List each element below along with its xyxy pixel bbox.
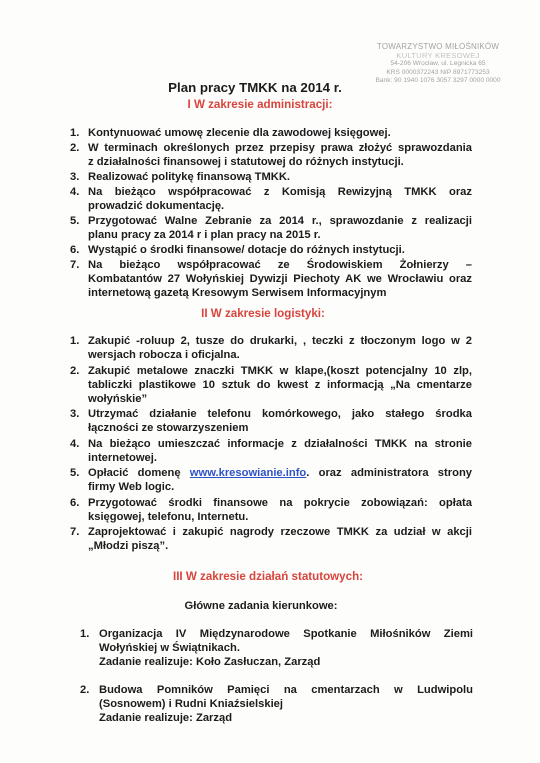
section-heading-logistics: II W zakresie logistyki:	[201, 307, 325, 320]
list-item	[70, 364, 472, 406]
text-segment: . oraz administratora strony	[306, 467, 472, 479]
item-line: Przygotować środki finansowe na pokrycie zobowiązań: opłata	[88, 496, 472, 509]
item-number: 2.	[70, 142, 80, 154]
item-text	[88, 334, 472, 362]
stamp-line: TOWARZYSTWO MIŁOŚNIKÓW	[376, 42, 500, 51]
organization-stamp	[372, 42, 504, 86]
item-line: Zakupić -roluup 2, tusze do drukarki, , teczki z tłoczonym logo w 2	[88, 335, 472, 347]
item-number: 4.	[70, 186, 80, 198]
item-line: Zakupić metalowe znaczki TMKK w klape,(koszt potencjalny 10 zlp,	[88, 364, 472, 377]
item-line: internetowej.	[88, 451, 157, 464]
item-responsible: Zadanie realizuje: Zarząd	[99, 712, 233, 724]
item-line: Budowa Pomników Pamięci na cmentarzach w Ludwipolu	[99, 684, 473, 696]
item-text	[88, 466, 472, 494]
item-line: Kontynuować umowę zlecenie dla zawodowej księgowej.	[88, 127, 391, 139]
stamp-line: Bank: 90 1940 1076 3057 3297 0000 0000	[375, 77, 501, 84]
item-text	[88, 258, 472, 300]
list-item	[70, 525, 472, 553]
item-line: Na bieżąco współpracować z Komisją Rewizyjną TMKK oraz	[88, 186, 472, 198]
item-line: Wołyńskiej w Świątnikach.	[99, 642, 240, 654]
item-line: księgowej, telefonu, Internetu.	[88, 510, 249, 523]
item-line: planu pracy za 2014 r i plan pracy na 2015 r.	[88, 229, 321, 241]
website-link[interactable]: www.kresowianie.info	[189, 467, 307, 479]
item-number: 7.	[70, 526, 80, 538]
item-line: Kombatantów 27 Wołyńskiej Dywizji Piechoty AK we Wrocławiu oraz	[88, 273, 472, 285]
stamp-line: KRS 0000372243 NIP 8971773253	[386, 68, 490, 76]
item-line: Zaprojektować i zakupić nagrody rzeczowe TMKK za udział w akcji	[88, 526, 472, 538]
item-line: tabliczki plastikowe 10 sztuk do kwest z informacją „Na cmentarze	[88, 378, 472, 391]
item-number: 7.	[70, 259, 80, 271]
item-number: 5.	[70, 215, 80, 227]
item-line: W terminach określonych przez przepisy prawa złożyć sprawozdania	[88, 142, 472, 154]
item-line: wołyńskie”	[88, 392, 148, 405]
section-heading-statutory: III W zakresie działań statutowych:	[172, 570, 364, 583]
item-text	[88, 407, 472, 435]
item-line: (Sosnowem) i Rudni Kniaźsielskiej	[99, 698, 284, 710]
item-text	[88, 364, 472, 406]
item-text	[88, 214, 472, 242]
list-item	[70, 496, 472, 524]
item-text	[99, 683, 473, 725]
stamp-line: 54-206 Wrocław, ul. Legnicka 65	[390, 60, 486, 67]
item-line: Przygotować Walne Zebranie za 2014 r., sprawozdanie z realizacji	[88, 215, 472, 227]
section-list-administration	[70, 126, 472, 300]
item-line: „Młodzi piszą”.	[88, 540, 169, 552]
section-list-statutory	[80, 627, 473, 725]
item-line: łączności ze stowarzyszeniem	[88, 422, 249, 434]
item-number: 1.	[70, 127, 80, 139]
item-text	[88, 126, 472, 140]
section-heading-administration: I W zakresie administracji:	[187, 98, 333, 111]
list-item	[70, 170, 472, 184]
item-line: Na bieżąco współpracować ze Środowiskiem Żołnierzy –	[88, 259, 472, 271]
item-text	[88, 243, 472, 257]
item-text	[99, 627, 473, 669]
page-title: Plan pracy TMKK na 2014 r.	[168, 80, 342, 95]
item-line: Realizować politykę finansową TMKK.	[88, 171, 291, 183]
item-line: prowadzić dokumentację.	[88, 200, 225, 212]
item-line: Na bieżąco umieszczać informacje z działalności TMKK na stronie	[88, 437, 472, 450]
item-line: z działalności finansowej i statutowej do różnych instytucji.	[88, 156, 404, 168]
list-item	[80, 627, 473, 669]
list-item	[70, 185, 472, 213]
text-segment: Opłacić domenę	[88, 467, 190, 479]
list-item	[70, 407, 472, 435]
item-number: 3.	[70, 171, 80, 183]
item-number: 2.	[80, 684, 90, 696]
item-line: firmy Web logic.	[88, 481, 175, 493]
item-line: Utrzymać działanie telefonu komórkowego, jako stałego środka	[88, 408, 472, 420]
item-text	[88, 141, 472, 169]
list-item	[70, 466, 472, 494]
item-line: wersjach robocza i oficjalna.	[88, 349, 240, 361]
item-number: 5.	[70, 467, 80, 479]
item-number: 1.	[80, 628, 90, 640]
item-number: 3.	[70, 408, 80, 420]
item-number: 2.	[70, 364, 80, 377]
item-text	[88, 185, 472, 213]
list-item	[70, 126, 472, 140]
item-line: Wystąpić o środki finansowe/ dotacje do różnych instytucji.	[88, 244, 405, 256]
list-item	[70, 437, 472, 465]
item-line: Organizacja IV Międzynarodowe Spotkanie Miłośników Ziemi	[99, 628, 473, 640]
item-text	[88, 437, 472, 465]
section-subheading: Główne zadania kierunkowe:	[184, 600, 338, 612]
item-number: 4.	[70, 437, 80, 450]
item-line: internetową gazetą Kresowym Serwisem Informacyjnym	[88, 287, 387, 299]
list-item	[70, 214, 472, 242]
list-item	[80, 683, 473, 725]
stamp-line: KULTURY KRESOWEJ	[396, 51, 480, 60]
item-number: 6.	[70, 496, 80, 509]
list-item	[70, 258, 472, 300]
item-text	[88, 525, 472, 553]
item-number: 6.	[70, 244, 80, 256]
list-item	[70, 243, 472, 257]
item-line	[88, 466, 472, 480]
item-text	[88, 170, 472, 184]
list-item	[70, 334, 472, 362]
list-item	[70, 141, 472, 169]
item-responsible: Zadanie realizuje: Koło Zasłuczan, Zarząd	[99, 656, 321, 668]
item-number: 1.	[70, 335, 80, 347]
section-list-logistics	[70, 334, 472, 553]
item-text	[88, 496, 472, 524]
